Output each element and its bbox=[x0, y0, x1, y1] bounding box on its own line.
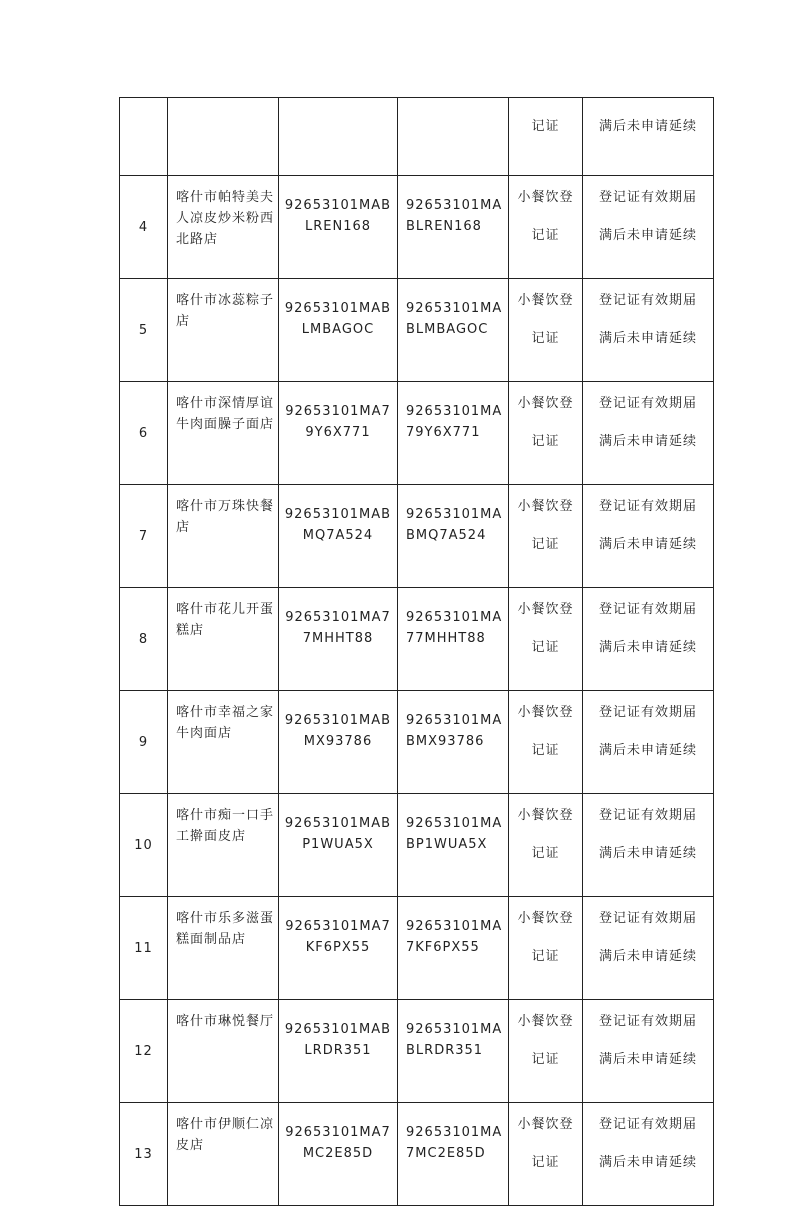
type-line-2: 记证 bbox=[531, 743, 560, 758]
status-line-1: 登记证有效期届 bbox=[598, 499, 697, 514]
cell-name: 喀什市幸福之家牛肉面店 bbox=[168, 691, 279, 794]
cell-cert-no: 92653101MABLMBAGOC bbox=[398, 279, 509, 382]
table-row bbox=[120, 1103, 714, 1206]
cell-cert-no: 92653101MABMQ7A524 bbox=[398, 485, 509, 588]
type-line-2: 记证 bbox=[531, 949, 560, 964]
type-line-2: 记证 bbox=[531, 331, 560, 346]
type-tail: 记证 bbox=[531, 119, 560, 134]
type-line-1: 小餐饮登 bbox=[517, 293, 574, 308]
cell-type bbox=[509, 691, 583, 794]
type-line-2: 记证 bbox=[531, 228, 560, 243]
status-line-1: 登记证有效期届 bbox=[598, 293, 697, 308]
cell-cert-no: 92653101MABMX93786 bbox=[398, 691, 509, 794]
cell-type bbox=[509, 1000, 583, 1103]
cell-no: 7 bbox=[120, 485, 168, 588]
type-line-2: 记证 bbox=[531, 640, 560, 655]
status-line-1: 登记证有效期届 bbox=[598, 808, 697, 823]
status-line-1: 登记证有效期届 bbox=[598, 911, 697, 926]
type-line-2: 记证 bbox=[531, 1155, 560, 1170]
status-line-2: 满后未申请延续 bbox=[598, 640, 697, 655]
cell-no: 12 bbox=[120, 1000, 168, 1103]
cell-no: 6 bbox=[120, 382, 168, 485]
cell-name: 喀什市伊顺仁凉皮店 bbox=[168, 1103, 279, 1206]
cell-name: 喀什市花儿开蛋糕店 bbox=[168, 588, 279, 691]
status-line-1: 登记证有效期届 bbox=[598, 1117, 697, 1132]
cell-no: 5 bbox=[120, 279, 168, 382]
cell-credit-code: 92653101MABLMBAGOC bbox=[279, 279, 398, 382]
type-line-2: 记证 bbox=[531, 1052, 560, 1067]
cell-no: 8 bbox=[120, 588, 168, 691]
type-line-1: 小餐饮登 bbox=[517, 499, 574, 514]
cell-no bbox=[120, 98, 168, 176]
type-line-1: 小餐饮登 bbox=[517, 396, 574, 411]
cell-status bbox=[583, 98, 714, 176]
cell-cert-no: 92653101MA7MC2E85D bbox=[398, 1103, 509, 1206]
cell-cert-no bbox=[398, 98, 509, 176]
table-row-continued bbox=[120, 98, 714, 176]
cell-credit-code: 92653101MA7MC2E85D bbox=[279, 1103, 398, 1206]
status-line-2: 满后未申请延续 bbox=[598, 846, 697, 861]
table-row bbox=[120, 1000, 714, 1103]
cell-name: 喀什市冰蕊粽子店 bbox=[168, 279, 279, 382]
status-line-1: 登记证有效期届 bbox=[598, 1014, 697, 1029]
cell-no: 9 bbox=[120, 691, 168, 794]
cell-name: 喀什市琳悦餐厅 bbox=[168, 1000, 279, 1103]
cell-status bbox=[583, 897, 714, 1000]
cell-credit-code: 92653101MA79Y6X771 bbox=[279, 382, 398, 485]
cell-type bbox=[509, 1103, 583, 1206]
cell-status bbox=[583, 691, 714, 794]
cell-type bbox=[509, 176, 583, 279]
cell-type bbox=[509, 382, 583, 485]
type-line-1: 小餐饮登 bbox=[517, 602, 574, 617]
cell-credit-code: 92653101MABMX93786 bbox=[279, 691, 398, 794]
status-line-2: 满后未申请延续 bbox=[598, 1052, 697, 1067]
type-line-2: 记证 bbox=[531, 434, 560, 449]
cell-type bbox=[509, 794, 583, 897]
status-line-2: 满后未申请延续 bbox=[598, 1155, 697, 1170]
table-row bbox=[120, 897, 714, 1000]
status-line-2: 满后未申请延续 bbox=[598, 331, 697, 346]
table-row bbox=[120, 794, 714, 897]
cell-status bbox=[583, 794, 714, 897]
status-line-2: 满后未申请延续 bbox=[598, 537, 697, 552]
status-line-1: 登记证有效期届 bbox=[598, 705, 697, 720]
cell-credit-code: 92653101MABLRDR351 bbox=[279, 1000, 398, 1103]
cell-cert-no: 92653101MABP1WUA5X bbox=[398, 794, 509, 897]
type-line-2: 记证 bbox=[531, 537, 560, 552]
table-row bbox=[120, 176, 714, 279]
cell-cert-no: 92653101MABLRDR351 bbox=[398, 1000, 509, 1103]
cell-type bbox=[509, 485, 583, 588]
status-tail: 满后未申请延续 bbox=[598, 119, 697, 134]
cell-cert-no: 92653101MA7KF6PX55 bbox=[398, 897, 509, 1000]
status-line-1: 登记证有效期届 bbox=[598, 396, 697, 411]
type-line-1: 小餐饮登 bbox=[517, 808, 574, 823]
type-line-2: 记证 bbox=[531, 846, 560, 861]
type-line-1: 小餐饮登 bbox=[517, 911, 574, 926]
status-line-2: 满后未申请延续 bbox=[598, 949, 697, 964]
type-line-1: 小餐饮登 bbox=[517, 1014, 574, 1029]
cell-status bbox=[583, 382, 714, 485]
cell-status bbox=[583, 176, 714, 279]
cell-name bbox=[168, 98, 279, 176]
table-row bbox=[120, 691, 714, 794]
table-row bbox=[120, 382, 714, 485]
status-line-1: 登记证有效期届 bbox=[598, 602, 697, 617]
cell-no: 11 bbox=[120, 897, 168, 1000]
cell-no: 10 bbox=[120, 794, 168, 897]
status-line-2: 满后未申请延续 bbox=[598, 743, 697, 758]
cell-type bbox=[509, 279, 583, 382]
status-line-1: 登记证有效期届 bbox=[598, 190, 697, 205]
cell-cert-no: 92653101MA79Y6X771 bbox=[398, 382, 509, 485]
cell-cert-no: 92653101MABLREN168 bbox=[398, 176, 509, 279]
cell-status bbox=[583, 1103, 714, 1206]
table-row bbox=[120, 485, 714, 588]
cell-credit-code bbox=[279, 98, 398, 176]
cell-credit-code: 92653101MABMQ7A524 bbox=[279, 485, 398, 588]
cell-status bbox=[583, 279, 714, 382]
cell-credit-code: 92653101MABP1WUA5X bbox=[279, 794, 398, 897]
cell-type bbox=[509, 588, 583, 691]
cell-name: 喀什市乐多滋蛋糕面制品店 bbox=[168, 897, 279, 1000]
cell-type bbox=[509, 98, 583, 176]
cell-status bbox=[583, 485, 714, 588]
cell-name: 喀什市帕特美夫人凉皮炒米粉西北路店 bbox=[168, 176, 279, 279]
cell-cert-no: 92653101MA77MHHT88 bbox=[398, 588, 509, 691]
cell-name: 喀什市痴一口手工擀面皮店 bbox=[168, 794, 279, 897]
type-line-1: 小餐饮登 bbox=[517, 190, 574, 205]
cell-credit-code: 92653101MA77MHHT88 bbox=[279, 588, 398, 691]
type-line-1: 小餐饮登 bbox=[517, 705, 574, 720]
table-row bbox=[120, 279, 714, 382]
table-row bbox=[120, 588, 714, 691]
cell-name: 喀什市万珠快餐店 bbox=[168, 485, 279, 588]
status-line-2: 满后未申请延续 bbox=[598, 228, 697, 243]
status-line-2: 满后未申请延续 bbox=[598, 434, 697, 449]
type-line-1: 小餐饮登 bbox=[517, 1117, 574, 1132]
cell-credit-code: 92653101MABLREN168 bbox=[279, 176, 398, 279]
cell-no: 4 bbox=[120, 176, 168, 279]
cell-name: 喀什市深情厚谊牛肉面臊子面店 bbox=[168, 382, 279, 485]
cell-status bbox=[583, 588, 714, 691]
cell-credit-code: 92653101MA7KF6PX55 bbox=[279, 897, 398, 1000]
registration-table bbox=[119, 97, 714, 1206]
cell-no: 13 bbox=[120, 1103, 168, 1206]
cell-status bbox=[583, 1000, 714, 1103]
cell-type bbox=[509, 897, 583, 1000]
